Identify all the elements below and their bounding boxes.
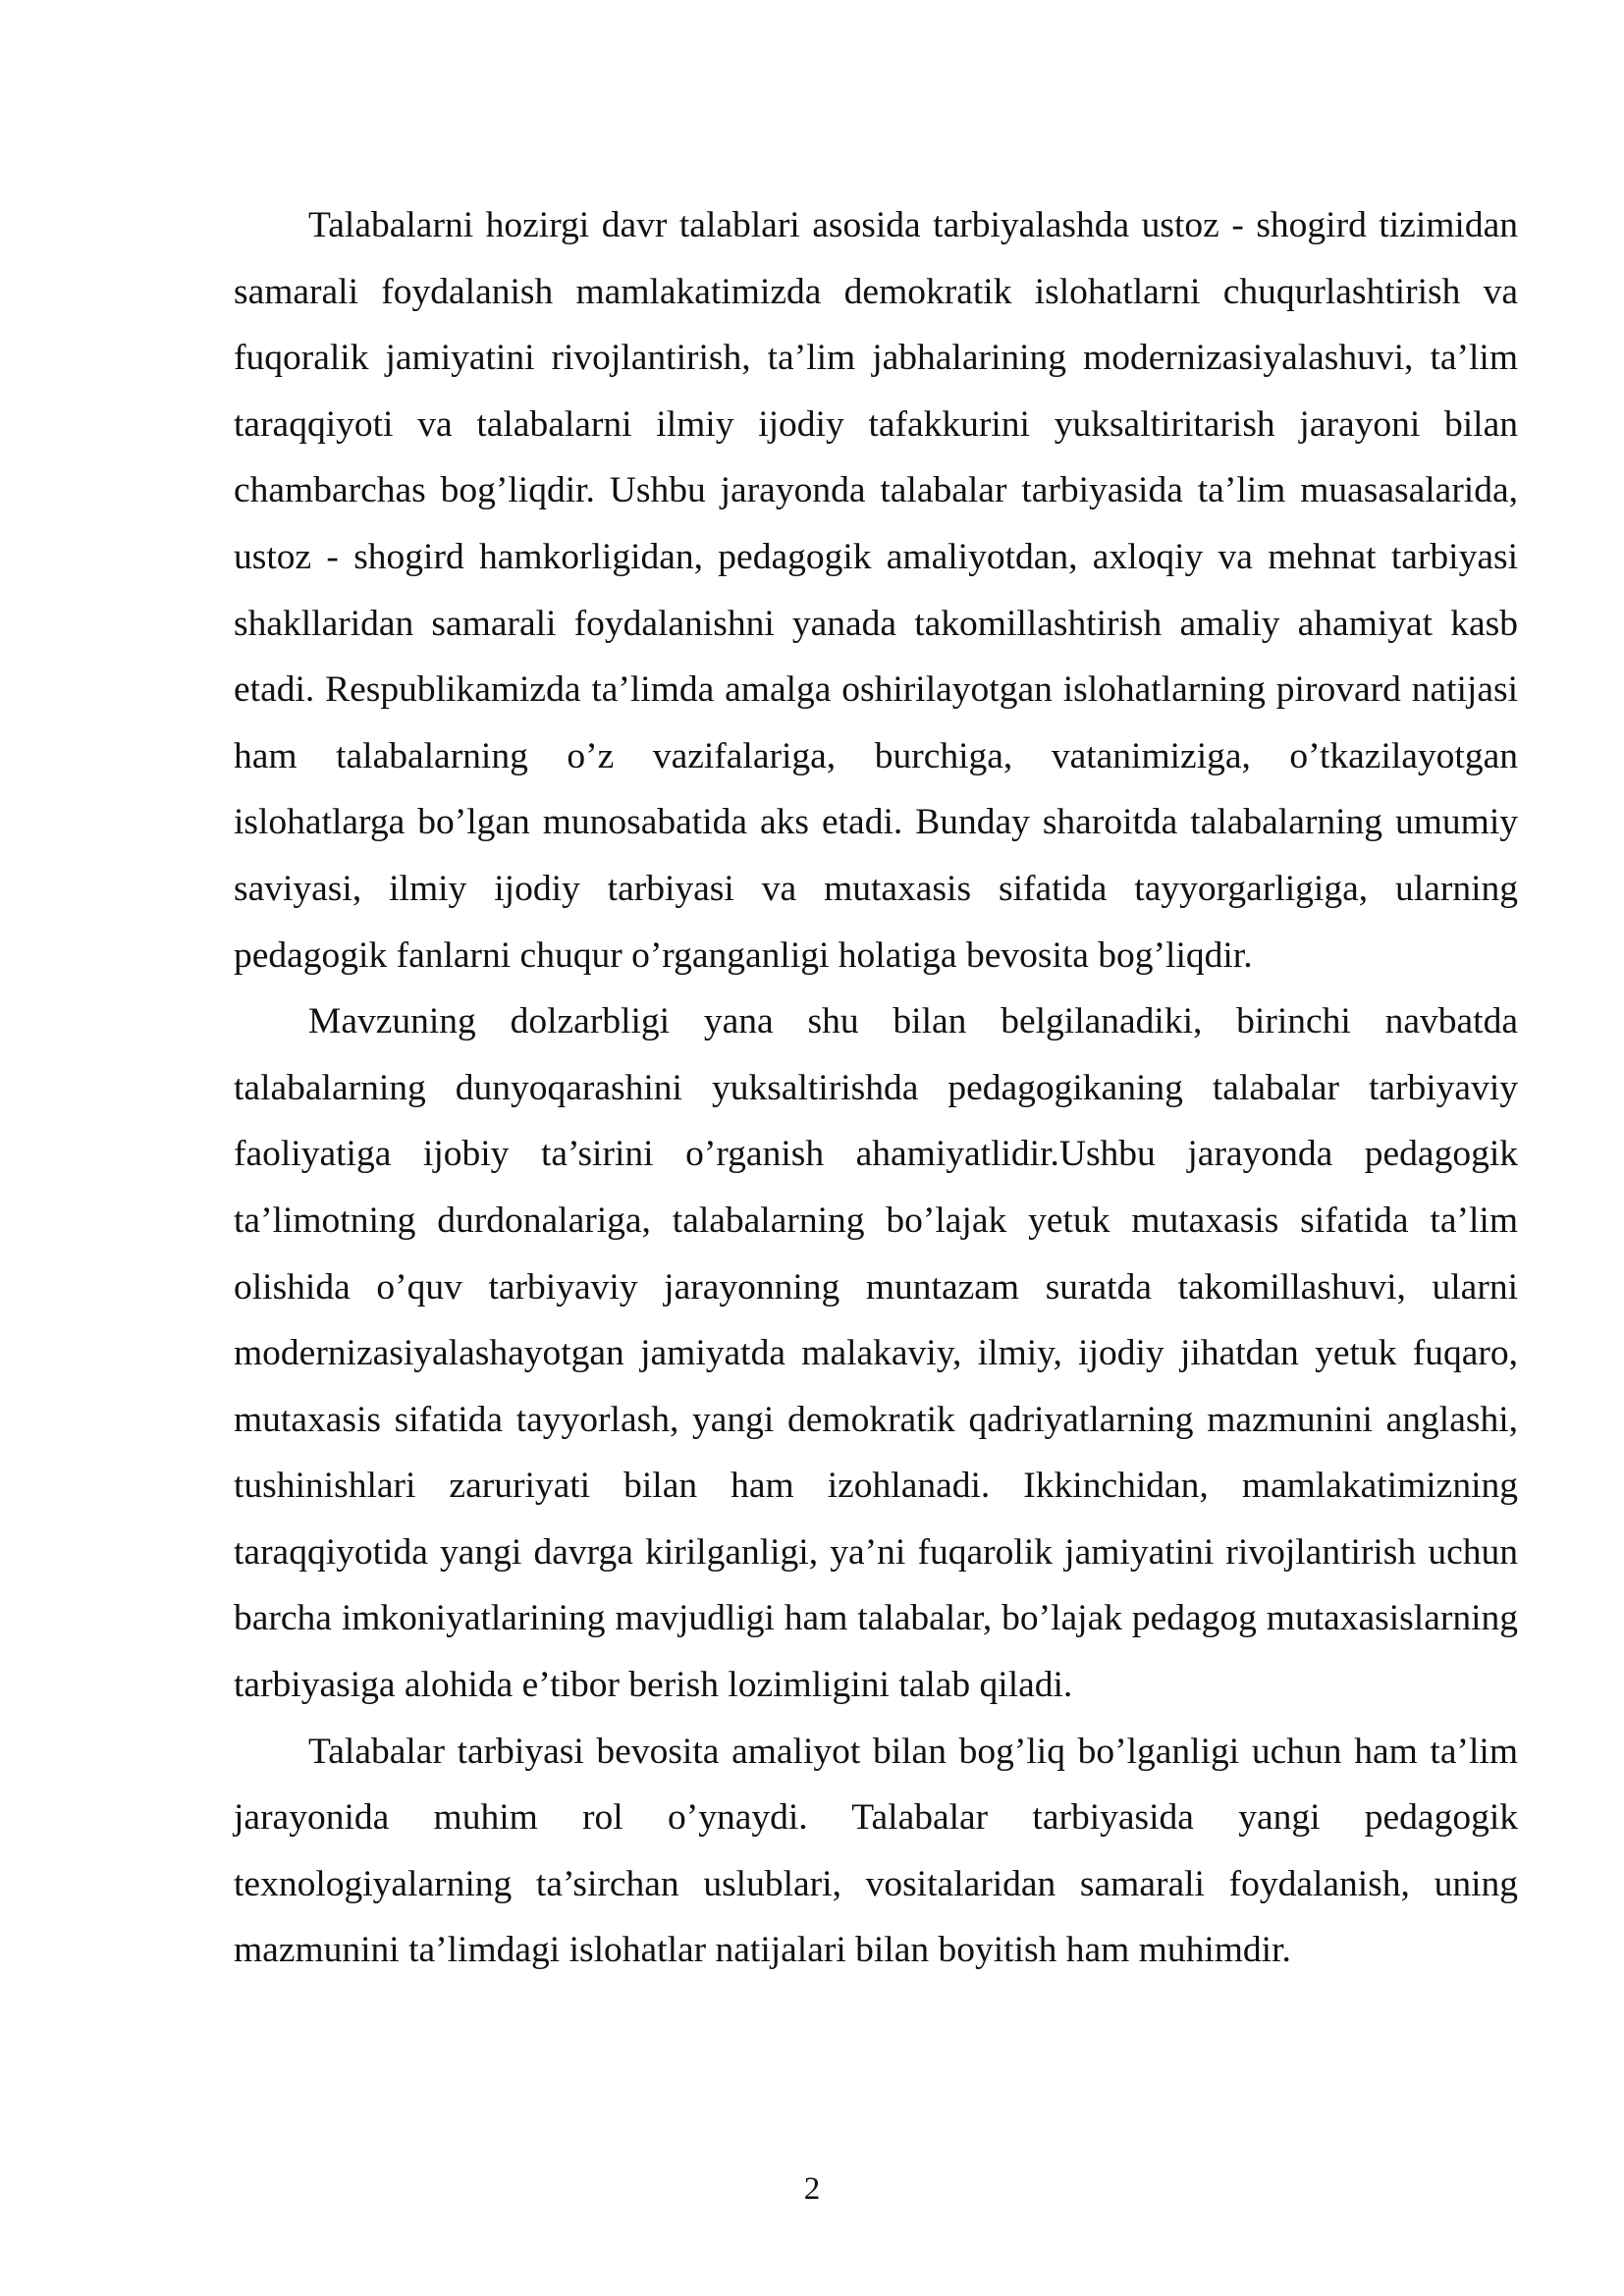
paragraph-2: Mavzuning dolzarbligi yana shu bilan belgilanadiki, birinchi navbatda talabalarning dunyoqarashini yuksaltirishda pedagogikaning talabalar tarbiyaviy faoliyatiga ijobiy ta’sirini o’rganish ahamiyatlidir.Ushbu jarayonda pedagogik ta’limotning durdonalariga, talabalarning bo’lajak yetuk mutaxasis sifatida ta’lim olishida o’quv tarbiyaviy jarayonning muntazam suratda takomillashuvi, ularni modernizasiyalashayotgan jamiyatda malakaviy, ilmiy, ijodiy jihatdan yetuk fuqaro, mutaxasis sifatida tayyorlash, yangi demokratik qadriyatlarning mazmunini anglashi, tushinishlari zaruriyati bilan ham izohlanadi. Ikkinchidan, mamlakatimizning taraqqiyotida yangi davrga kirilganligi, ya’ni fuqarolik jamiyatini rivojlantirish uchun barcha imkoniyatlarining mavjudligi ham talabalar, bo’lajak pedagog mutaxasislarning tarbiyasiga alohida e’tibor berish lozimligini talab qiladi. <box>234 1001 1518 1706</box>
paragraph-3: Talabalar tarbiyasi bevosita amaliyot bilan bog’liq bo’lganligi uchun ham ta’lim jarayonida muhim rol o’ynaydi. Talabalar tarbiyasida yangi pedagogik texnologiyalarning ta’sirchan uslublari, vositalaridan samarali foydalanish, uning mazmunini ta’limdagi islohatlar natijalari bilan boyitish ham muhimdir. <box>234 1731 1518 1971</box>
body-text <box>234 192 1518 1984</box>
paragraph-1: Talabalarni hozirgi davr talablari asosida tarbiyalashda ustoz - shogird tizimidan samarali foydalanish mamlakatimizda demokratik islohatlarni chuqurlashtirish va fuqoralik jamiyatini rivojlantirish, ta’lim jabhalarining modernizasiyalashuvi, ta’lim taraqqiyoti va talabalarni ilmiy ijodiy tafakkurini yuksaltiritarish jarayoni bilan chambarchas bog’liqdir. Ushbu jarayonda talabalar tarbiyasida ta’lim muasasalarida, ustoz - shogird hamkorligidan, pedagogik amaliyotdan, axloqiy va mehnat tarbiyasi shakllaridan samarali foydalanishni yanada takomillashtirish amaliy ahamiyat kasb etadi. Respublikamizda ta’limda amalga oshirilayotgan islohatlarning pirovard natijasi ham talabalarning o’z vazifalariga, burchiga, vatanimiziga, o’tkazilayotgan islohatlarga bo’lgan munosabatida aks etadi. Bunday sharoitda talabalarning umumiy saviyasi, ilmiy ijodiy tarbiyasi va mutaxasis sifatida tayyorgarligiga, ularning pedagogik fanlarni chuqur o’rganganligi holatiga bevosita bog’liqdir. <box>234 205 1518 976</box>
page-number: 2 <box>803 2171 821 2207</box>
